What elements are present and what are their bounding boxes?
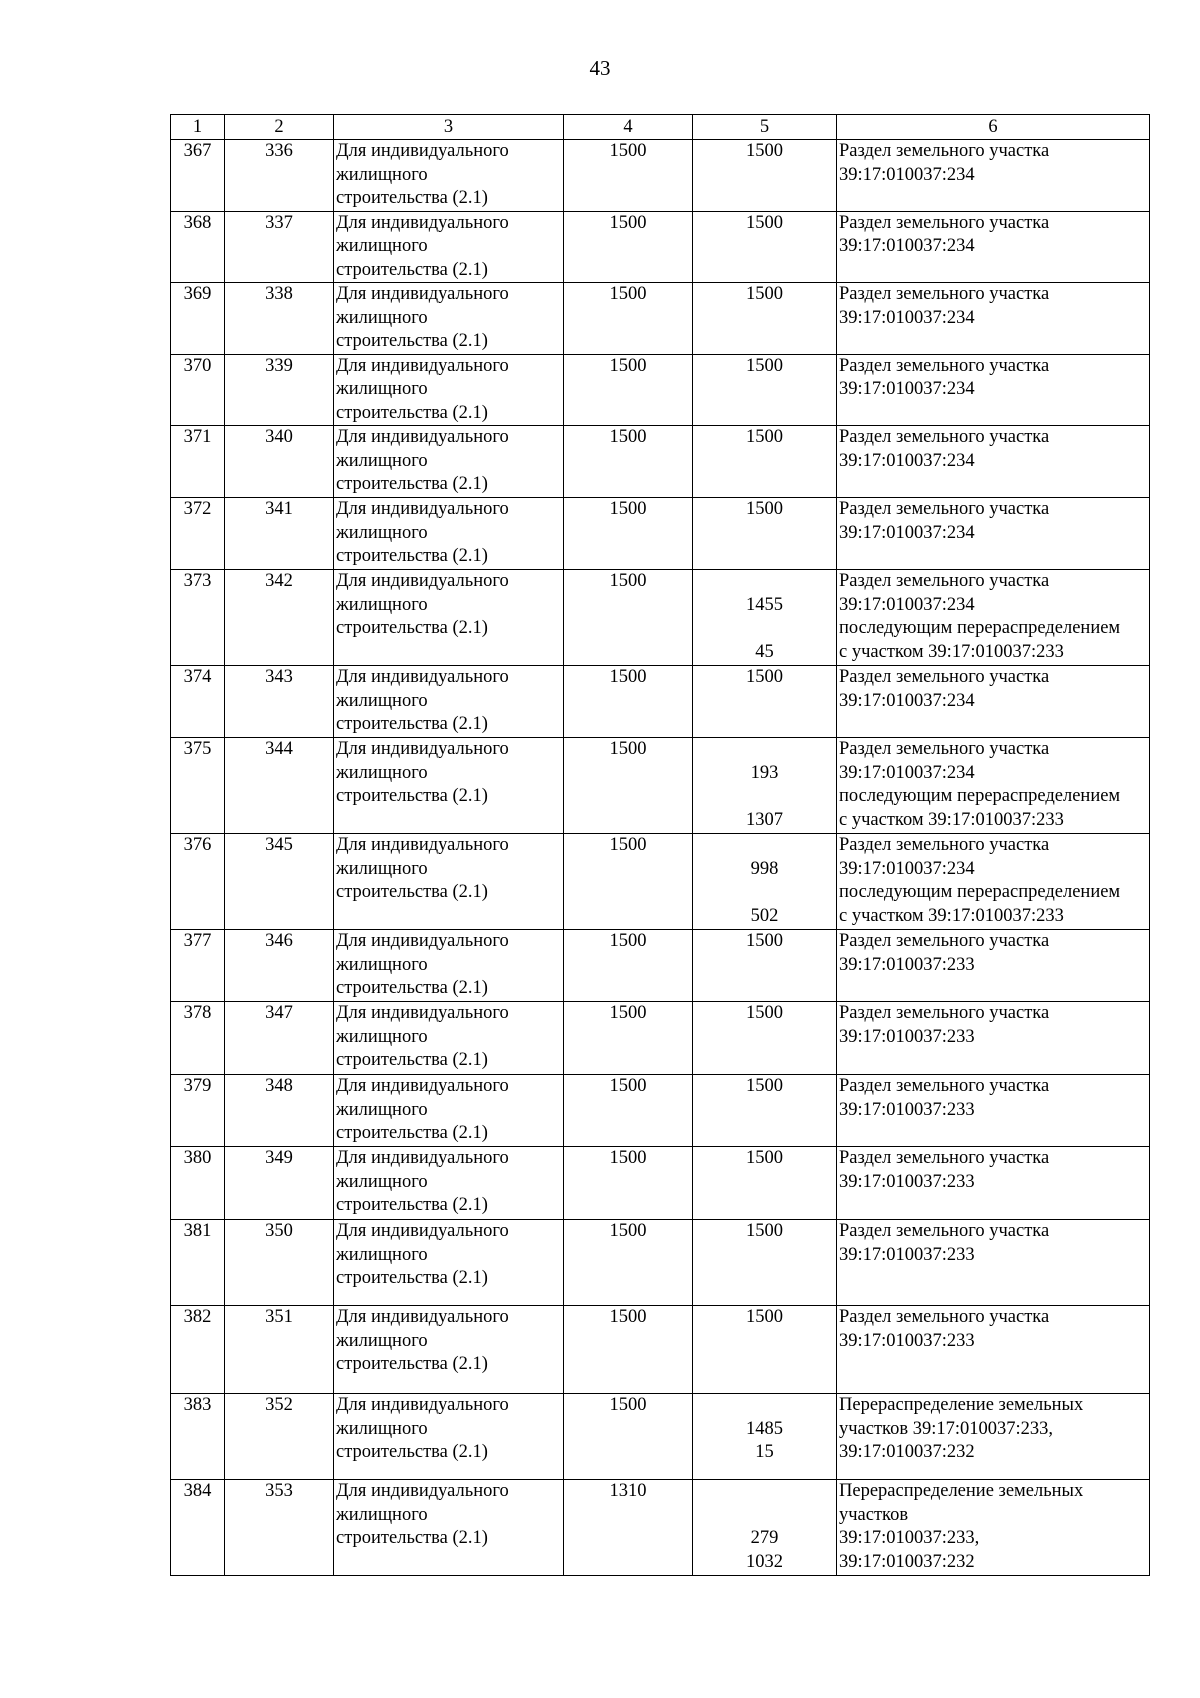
cell-line: Для индивидуального bbox=[336, 1307, 509, 1327]
permitted-use-cell bbox=[334, 1480, 564, 1576]
area-cell: 1500 bbox=[564, 426, 693, 498]
plot-area-cell bbox=[693, 1220, 837, 1306]
cell-line: строительства (2.1) bbox=[336, 1528, 488, 1548]
row-number-cell: 376 bbox=[171, 834, 225, 930]
row-number-cell: 379 bbox=[171, 1075, 225, 1147]
cell-line: строительства (2.1) bbox=[336, 402, 488, 423]
cell-line: Раздел земельного участка bbox=[839, 141, 1050, 161]
row-number-cell: 375 bbox=[171, 738, 225, 834]
cell-line: Раздел земельного участка bbox=[839, 1221, 1050, 1241]
cell-line: Раздел земельного участка bbox=[839, 571, 1050, 591]
column-header-1: 1 bbox=[171, 115, 225, 140]
cell-line: 39:17:010037:234 bbox=[839, 762, 975, 783]
cell-line: 279 bbox=[750, 1528, 779, 1548]
cell-line: 1500 bbox=[746, 931, 783, 951]
table-row bbox=[171, 211, 1150, 283]
cell-line: Раздел земельного участка bbox=[839, 1307, 1050, 1327]
cell-line: строительства (2.1) bbox=[336, 259, 488, 280]
cell-line: строительства (2.1) bbox=[336, 1050, 488, 1070]
cell-line bbox=[695, 881, 834, 905]
cell-line: жилищного bbox=[336, 954, 428, 975]
cell-line: 39:17:010037:234 bbox=[839, 690, 975, 711]
table-row bbox=[171, 570, 1150, 666]
area-cell: 1500 bbox=[564, 1075, 693, 1147]
cell-line: 1455 bbox=[746, 594, 783, 615]
area-cell: 1500 bbox=[564, 283, 693, 355]
table-row bbox=[171, 1394, 1150, 1480]
cell-line: Раздел земельного участка bbox=[839, 835, 1050, 855]
plot-number-cell: 345 bbox=[225, 834, 334, 930]
table-row bbox=[171, 1220, 1150, 1306]
cell-line: Для индивидуального bbox=[336, 1395, 509, 1415]
cell-line: Для индивидуального bbox=[336, 212, 509, 233]
plot-number-cell: 339 bbox=[225, 354, 334, 426]
area-cell: 1500 bbox=[564, 498, 693, 570]
table-row bbox=[171, 834, 1150, 930]
cell-line: жилищного bbox=[336, 236, 428, 256]
cell-line: 1500 bbox=[746, 212, 783, 233]
cell-line: 39:17:010037:234 bbox=[839, 858, 975, 879]
cell-line: Для индивидуального bbox=[336, 667, 509, 687]
formation-method-cell bbox=[837, 1002, 1150, 1075]
permitted-use-cell bbox=[334, 426, 564, 498]
cell-line bbox=[695, 1394, 834, 1418]
cell-line: 1032 bbox=[746, 1551, 783, 1572]
row-number-cell: 372 bbox=[171, 498, 225, 570]
cell-line: 39:17:010037:234 bbox=[839, 450, 975, 471]
area-cell: 1500 bbox=[564, 930, 693, 1002]
cell-line: с участком 39:17:010037:233 bbox=[839, 641, 1064, 662]
cell-line: Перераспределение земельных bbox=[839, 1481, 1084, 1501]
cell-line: 39:17:010037:233 bbox=[839, 1244, 975, 1265]
permitted-use-cell bbox=[334, 140, 564, 212]
cell-line: жилищного bbox=[336, 522, 428, 543]
plot-area-cell bbox=[693, 354, 837, 426]
cell-line: жилищного bbox=[336, 1026, 428, 1047]
cell-line bbox=[695, 1504, 834, 1528]
table-row bbox=[171, 930, 1150, 1002]
permitted-use-cell bbox=[334, 211, 564, 283]
formation-method-cell bbox=[837, 1306, 1150, 1394]
cell-line: строительства (2.1) bbox=[336, 1354, 488, 1374]
plot-area-cell bbox=[693, 1002, 837, 1075]
plot-area-cell bbox=[693, 1394, 837, 1480]
cell-line: последующим перераспределением bbox=[839, 882, 1121, 902]
cell-line: строительства (2.1) bbox=[336, 331, 488, 351]
cell-line: 1500 bbox=[746, 141, 783, 161]
plot-area-cell bbox=[693, 666, 837, 738]
row-number-cell: 370 bbox=[171, 354, 225, 426]
cell-line: жилищного bbox=[336, 379, 428, 399]
plot-number-cell: 351 bbox=[225, 1306, 334, 1394]
cell-line: 39:17:010037:234 bbox=[839, 379, 975, 399]
formation-method-cell bbox=[837, 1394, 1150, 1480]
permitted-use-cell bbox=[334, 1147, 564, 1220]
cell-line: 39:17:010037:234 bbox=[839, 522, 975, 543]
area-cell: 1500 bbox=[564, 834, 693, 930]
area-cell: 1500 bbox=[564, 140, 693, 212]
row-number-cell: 373 bbox=[171, 570, 225, 666]
cell-line: 1307 bbox=[746, 809, 783, 830]
cell-line: Для индивидуального bbox=[336, 284, 509, 304]
area-cell: 1310 bbox=[564, 1480, 693, 1576]
cell-line: последующим перераспределением bbox=[839, 618, 1121, 638]
cell-line: Раздел земельного участка bbox=[839, 667, 1050, 687]
row-number-cell: 369 bbox=[171, 283, 225, 355]
table-header bbox=[171, 115, 1150, 140]
permitted-use-cell bbox=[334, 1394, 564, 1480]
formation-method-cell bbox=[837, 354, 1150, 426]
cell-line: Раздел земельного участка bbox=[839, 499, 1050, 519]
area-cell: 1500 bbox=[564, 666, 693, 738]
cell-line bbox=[695, 617, 834, 641]
permitted-use-cell bbox=[334, 570, 564, 666]
table-body bbox=[171, 140, 1150, 1576]
cell-line: Раздел земельного участка bbox=[839, 1003, 1050, 1023]
permitted-use-cell bbox=[334, 1306, 564, 1394]
cell-line: строительства (2.1) bbox=[336, 546, 488, 566]
row-number-cell: 380 bbox=[171, 1147, 225, 1220]
row-number-cell: 382 bbox=[171, 1306, 225, 1394]
area-cell: 1500 bbox=[564, 1147, 693, 1220]
plot-area-cell bbox=[693, 834, 837, 930]
cell-line: 1500 bbox=[746, 667, 783, 687]
cell-line: строительства (2.1) bbox=[336, 1268, 488, 1288]
table-row bbox=[171, 1002, 1150, 1075]
cell-line: строительства (2.1) bbox=[336, 786, 488, 806]
cell-line: 39:17:010037:233 bbox=[839, 1026, 975, 1047]
column-header-5: 5 bbox=[693, 115, 837, 140]
area-cell: 1500 bbox=[564, 738, 693, 834]
cell-line: строительства (2.1) bbox=[336, 1442, 488, 1462]
cell-line: 1485 bbox=[746, 1418, 783, 1439]
plot-number-cell: 346 bbox=[225, 930, 334, 1002]
table-row bbox=[171, 1075, 1150, 1147]
row-number-cell: 381 bbox=[171, 1220, 225, 1306]
header-row bbox=[171, 115, 1150, 140]
table-row bbox=[171, 140, 1150, 212]
cell-line: жилищного bbox=[336, 690, 428, 711]
permitted-use-cell bbox=[334, 1075, 564, 1147]
cell-line: строительства (2.1) bbox=[336, 474, 488, 494]
row-number-cell: 371 bbox=[171, 426, 225, 498]
cell-line: Раздел земельного участка bbox=[839, 739, 1050, 759]
table-row bbox=[171, 498, 1150, 570]
plot-number-cell: 350 bbox=[225, 1220, 334, 1306]
cell-line: последующим перераспределением bbox=[839, 786, 1121, 806]
plot-number-cell: 343 bbox=[225, 666, 334, 738]
plot-number-cell: 348 bbox=[225, 1075, 334, 1147]
formation-method-cell bbox=[837, 498, 1150, 570]
cell-line: строительства (2.1) bbox=[336, 714, 488, 734]
row-number-cell: 377 bbox=[171, 930, 225, 1002]
formation-method-cell bbox=[837, 283, 1150, 355]
row-number-cell: 368 bbox=[171, 211, 225, 283]
cell-line: 193 bbox=[750, 762, 779, 783]
cell-line: участков 39:17:010037:233, bbox=[839, 1418, 1054, 1439]
plot-number-cell: 349 bbox=[225, 1147, 334, 1220]
cell-line: жилищного bbox=[336, 1504, 428, 1525]
cell-line: 1500 bbox=[746, 1076, 783, 1096]
cell-line: Раздел земельного участка bbox=[839, 284, 1050, 304]
cell-line bbox=[695, 570, 834, 594]
page-number: 43 bbox=[589, 56, 611, 80]
cell-line: жилищного bbox=[336, 594, 428, 615]
cell-line: жилищного bbox=[336, 858, 428, 879]
cell-line: 39:17:010037:233, bbox=[839, 1528, 980, 1548]
cell-line: 39:17:010037:233 bbox=[839, 1099, 975, 1120]
cell-line: Для индивидуального bbox=[336, 355, 509, 376]
cell-line: 1500 bbox=[746, 1148, 783, 1168]
cell-line: с участком 39:17:010037:233 bbox=[839, 809, 1064, 830]
plot-area-cell bbox=[693, 498, 837, 570]
cell-line: Перераспределение земельных bbox=[839, 1395, 1084, 1415]
cell-line: участков bbox=[839, 1504, 909, 1525]
cell-line: строительства (2.1) bbox=[336, 188, 488, 208]
cell-line: 45 bbox=[755, 641, 774, 662]
table-row bbox=[171, 426, 1150, 498]
column-header-4: 4 bbox=[564, 115, 693, 140]
cell-line bbox=[695, 785, 834, 809]
cell-line: Для индивидуального bbox=[336, 835, 509, 855]
cell-line: 39:17:010037:233 bbox=[839, 954, 975, 975]
table-row bbox=[171, 666, 1150, 738]
cell-line: Для индивидуального bbox=[336, 141, 509, 161]
cell-line: Для индивидуального bbox=[336, 571, 509, 591]
cell-line: Для индивидуального bbox=[336, 499, 509, 519]
permitted-use-cell bbox=[334, 283, 564, 355]
row-number-cell: 383 bbox=[171, 1394, 225, 1480]
plot-number-cell: 341 bbox=[225, 498, 334, 570]
cell-line: строительства (2.1) bbox=[336, 978, 488, 998]
area-cell: 1500 bbox=[564, 1220, 693, 1306]
formation-method-cell bbox=[837, 834, 1150, 930]
formation-method-cell bbox=[837, 930, 1150, 1002]
cell-line: строительства (2.1) bbox=[336, 882, 488, 902]
cell-line bbox=[695, 1480, 834, 1504]
plot-area-cell bbox=[693, 1075, 837, 1147]
table-row bbox=[171, 354, 1150, 426]
cell-line: 39:17:010037:234 bbox=[839, 307, 975, 328]
cell-line: 1500 bbox=[746, 1307, 783, 1327]
plot-number-cell: 338 bbox=[225, 283, 334, 355]
plot-area-cell bbox=[693, 738, 837, 834]
cell-line: жилищного bbox=[336, 307, 428, 328]
formation-method-cell bbox=[837, 738, 1150, 834]
cell-line: 1500 bbox=[746, 427, 783, 447]
plot-number-cell: 336 bbox=[225, 140, 334, 212]
column-header-6: 6 bbox=[837, 115, 1150, 140]
cell-line: Раздел земельного участка bbox=[839, 212, 1050, 233]
cell-line: Раздел земельного участка bbox=[839, 1076, 1050, 1096]
land-plot-table bbox=[170, 114, 1150, 1576]
formation-method-cell bbox=[837, 211, 1150, 283]
plot-area-cell bbox=[693, 930, 837, 1002]
plot-area-cell bbox=[693, 1306, 837, 1394]
row-number-cell: 367 bbox=[171, 140, 225, 212]
cell-line: 15 bbox=[755, 1442, 774, 1462]
cell-line: жилищного bbox=[336, 164, 428, 185]
table-row bbox=[171, 283, 1150, 355]
formation-method-cell bbox=[837, 140, 1150, 212]
cell-line: 1500 bbox=[746, 499, 783, 519]
cell-line: 1500 bbox=[746, 355, 783, 376]
row-number-cell: 378 bbox=[171, 1002, 225, 1075]
plot-number-cell: 340 bbox=[225, 426, 334, 498]
permitted-use-cell bbox=[334, 738, 564, 834]
table-row bbox=[171, 1480, 1150, 1576]
area-cell: 1500 bbox=[564, 1394, 693, 1480]
cell-line: Для индивидуального bbox=[336, 739, 509, 759]
plot-number-cell: 344 bbox=[225, 738, 334, 834]
plot-number-cell: 353 bbox=[225, 1480, 334, 1576]
permitted-use-cell bbox=[334, 834, 564, 930]
cell-line: строительства (2.1) bbox=[336, 1195, 488, 1215]
permitted-use-cell bbox=[334, 666, 564, 738]
cell-line: жилищного bbox=[336, 1244, 428, 1265]
cell-line: 39:17:010037:233 bbox=[839, 1171, 975, 1192]
cell-line: строительства (2.1) bbox=[336, 1123, 488, 1143]
cell-line: 39:17:010037:232 bbox=[839, 1551, 975, 1572]
cell-line: Для индивидуального bbox=[336, 1076, 509, 1096]
table-row bbox=[171, 738, 1150, 834]
plot-area-cell bbox=[693, 1147, 837, 1220]
cell-line bbox=[695, 738, 834, 762]
cell-line: жилищного bbox=[336, 1171, 428, 1192]
plot-area-cell bbox=[693, 283, 837, 355]
column-header-3: 3 bbox=[334, 115, 564, 140]
formation-method-cell bbox=[837, 1220, 1150, 1306]
permitted-use-cell bbox=[334, 498, 564, 570]
cell-line: Для индивидуального bbox=[336, 1221, 509, 1241]
row-number-cell: 384 bbox=[171, 1480, 225, 1576]
plot-number-cell: 347 bbox=[225, 1002, 334, 1075]
cell-line: Раздел земельного участка bbox=[839, 355, 1050, 376]
area-cell: 1500 bbox=[564, 570, 693, 666]
permitted-use-cell bbox=[334, 930, 564, 1002]
table-row bbox=[171, 1306, 1150, 1394]
plot-area-cell bbox=[693, 211, 837, 283]
cell-line: жилищного bbox=[336, 1418, 428, 1439]
area-cell: 1500 bbox=[564, 1002, 693, 1075]
cell-line: Раздел земельного участка bbox=[839, 1148, 1050, 1168]
plot-number-cell: 337 bbox=[225, 211, 334, 283]
cell-line: 998 bbox=[750, 858, 779, 879]
formation-method-cell bbox=[837, 570, 1150, 666]
plot-area-cell bbox=[693, 1480, 837, 1576]
area-cell: 1500 bbox=[564, 1306, 693, 1394]
formation-method-cell bbox=[837, 666, 1150, 738]
cell-line: Для индивидуального bbox=[336, 931, 509, 951]
plot-area-cell bbox=[693, 570, 837, 666]
cell-line: 39:17:010037:233 bbox=[839, 1330, 975, 1351]
permitted-use-cell bbox=[334, 1002, 564, 1075]
cell-line: жилищного bbox=[336, 1330, 428, 1351]
column-header-2: 2 bbox=[225, 115, 334, 140]
cell-line: строительства (2.1) bbox=[336, 618, 488, 638]
plot-area-cell bbox=[693, 140, 837, 212]
cell-line: 39:17:010037:234 bbox=[839, 164, 975, 185]
cell-line: Для индивидуального bbox=[336, 427, 509, 447]
area-cell: 1500 bbox=[564, 354, 693, 426]
cell-line bbox=[695, 834, 834, 858]
cell-line: Для индивидуального bbox=[336, 1003, 509, 1023]
table-row bbox=[171, 1147, 1150, 1220]
cell-line: 39:17:010037:234 bbox=[839, 594, 975, 615]
cell-line: жилищного bbox=[336, 1099, 428, 1120]
cell-line: Раздел земельного участка bbox=[839, 427, 1050, 447]
cell-line: Для индивидуального bbox=[336, 1148, 509, 1168]
formation-method-cell bbox=[837, 426, 1150, 498]
cell-line: Раздел земельного участка bbox=[839, 931, 1050, 951]
cell-line: 1500 bbox=[746, 284, 783, 304]
plot-number-cell: 352 bbox=[225, 1394, 334, 1480]
permitted-use-cell bbox=[334, 1220, 564, 1306]
permitted-use-cell bbox=[334, 354, 564, 426]
cell-line: 1500 bbox=[746, 1221, 783, 1241]
formation-method-cell bbox=[837, 1480, 1150, 1576]
area-cell: 1500 bbox=[564, 211, 693, 283]
cell-line: Для индивидуального bbox=[336, 1481, 509, 1501]
row-number-cell: 374 bbox=[171, 666, 225, 738]
cell-line: 502 bbox=[750, 905, 779, 926]
formation-method-cell bbox=[837, 1147, 1150, 1220]
cell-line: 39:17:010037:234 bbox=[839, 236, 975, 256]
cell-line: 39:17:010037:232 bbox=[839, 1442, 975, 1462]
cell-line: с участком 39:17:010037:233 bbox=[839, 905, 1064, 926]
cell-line: 1500 bbox=[746, 1003, 783, 1023]
cell-line: жилищного bbox=[336, 762, 428, 783]
cell-line: жилищного bbox=[336, 450, 428, 471]
plot-number-cell: 342 bbox=[225, 570, 334, 666]
plot-area-cell bbox=[693, 426, 837, 498]
formation-method-cell bbox=[837, 1075, 1150, 1147]
